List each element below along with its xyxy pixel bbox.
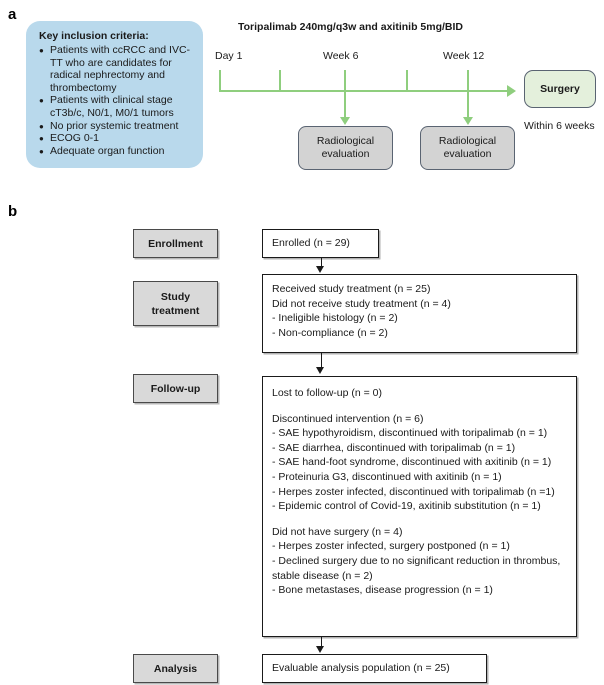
timeline-label-week12: Week 12 [443,50,485,62]
timeline-down-connector [344,70,346,117]
flow-box-follow-up [262,376,577,637]
flow-line: Did not receive study treatment (n = 4) [272,297,451,310]
timeline-down-arrow-icon [340,117,350,125]
flow-line: Enrolled (n = 29) [272,237,350,249]
bullet-icon: ● [39,46,44,55]
flow-line: Evaluable analysis population (n = 25) [272,662,450,674]
flow-spacer [272,401,567,412]
inclusion-criteria-item-text: Patients with ccRCC and IVC-TT who are candidates for radical nephrectomy and thrombectomy [50,44,191,94]
connector-arrow-icon [316,266,324,273]
flow-line: Did not have surgery (n = 4) [272,525,403,538]
flow-line: Lost to follow-up (n = 0) [272,387,383,399]
flow-line: Received study treatment (n = 25) [272,283,431,295]
flow-box-analysis [262,654,487,683]
flow-spacer [272,514,567,525]
connector-arrow-icon [316,367,324,374]
timeline-label-day1: Day 1 [215,50,243,62]
panel-label-a: a [8,6,17,23]
timeline-arrow-icon [507,85,516,97]
bullet-icon: ● [39,134,44,144]
radiological-evaluation-line2: evaluation [443,148,492,160]
radiological-evaluation-box [420,126,515,170]
stage-label-study-treatment [133,281,218,326]
treatment-timeline [215,50,525,110]
flow-line: - Epidemic control of Covid-19, axitinib substitution (n = 1) [272,500,541,513]
timeline-tick [279,70,281,91]
flow-line: - Bone metastases, disease progression (n = 1) [272,584,493,597]
inclusion-criteria-title: Key inclusion criteria: [39,30,149,42]
timeline-tick [219,70,221,91]
timeline-label-week6: Week 6 [323,50,359,62]
inclusion-criteria-item [39,94,195,119]
panel-label-b: b [8,203,18,220]
bullet-icon: ● [39,121,44,131]
flow-line: - Herpes zoster infected, discontinued with toripalimab (n =1) [272,485,555,498]
inclusion-criteria-list [39,44,195,157]
connector-arrow-icon [316,646,324,653]
stage-label-analysis [133,654,218,683]
timeline-tick [406,70,408,91]
bullet-icon: ● [39,146,44,156]
stage-label-text: Study [160,290,191,303]
flow-line: - Herpes zoster infected, surgery postponed (n = 1) [272,540,510,553]
inclusion-criteria-item [39,132,195,145]
inclusion-criteria-item [39,145,195,158]
stage-label-text: Follow-up [150,382,201,395]
stage-label-text: Enrollment [148,237,203,250]
flow-line: - Proteinuria G3, discontinued with axitinib (n = 1) [272,470,502,483]
timeline-down-connector [467,70,469,117]
radiological-evaluation-line2: evaluation [321,148,370,160]
connector-treatment-to-followup [321,353,322,368]
stage-label-text: Analysis [153,662,198,675]
bullet-icon: ● [39,96,44,106]
regimen-title: Toripalimab 240mg/q3w and axitinib 5mg/BID [238,21,464,33]
inclusion-criteria-item-text: Patients with clinical stage cT3b/c, N0/1, M0/1 tumors [50,94,174,119]
surgery-timing-note: Within 6 weeks [524,120,595,132]
flow-line: - SAE hand-foot syndrome, discontinued with axitinib (n = 1) [272,456,552,469]
inclusion-criteria-item [39,120,195,133]
surgery-box: Surgery [524,70,596,108]
flow-line: - SAE hypothyroidism, discontinued with toripalimab (n = 1) [272,427,548,440]
flow-box-enrollment [262,229,379,258]
timeline-axis [219,90,509,92]
stage-label-text: treatment [151,304,200,317]
flow-line: Discontinued intervention (n = 6) [272,412,424,425]
flow-line: - SAE diarrhea, discontinued with toripalimab (n = 1) [272,441,516,454]
inclusion-criteria-item-text: ECOG 0-1 [50,132,100,145]
timeline-down-arrow-icon [463,117,473,125]
flow-line: - Declined surgery due to no significant reduction in thrombus, stable disease (n = 2) [272,554,561,582]
flow-line: - Non-compliance (n = 2) [272,326,388,339]
flow-box-study-treatment [262,274,577,353]
inclusion-criteria-item-text: No prior systemic treatment [50,119,179,132]
inclusion-criteria-item-text: Adequate organ function [50,144,165,157]
radiological-evaluation-line1: Radiological [316,134,375,147]
inclusion-criteria-box [26,21,203,168]
inclusion-criteria-item [39,44,195,94]
radiological-evaluation-box [298,126,393,170]
radiological-evaluation-line1: Radiological [438,134,497,147]
flow-line: - Ineligible histology (n = 2) [272,312,398,325]
stage-label-enrollment [133,229,218,258]
stage-label-follow-up [133,374,218,403]
